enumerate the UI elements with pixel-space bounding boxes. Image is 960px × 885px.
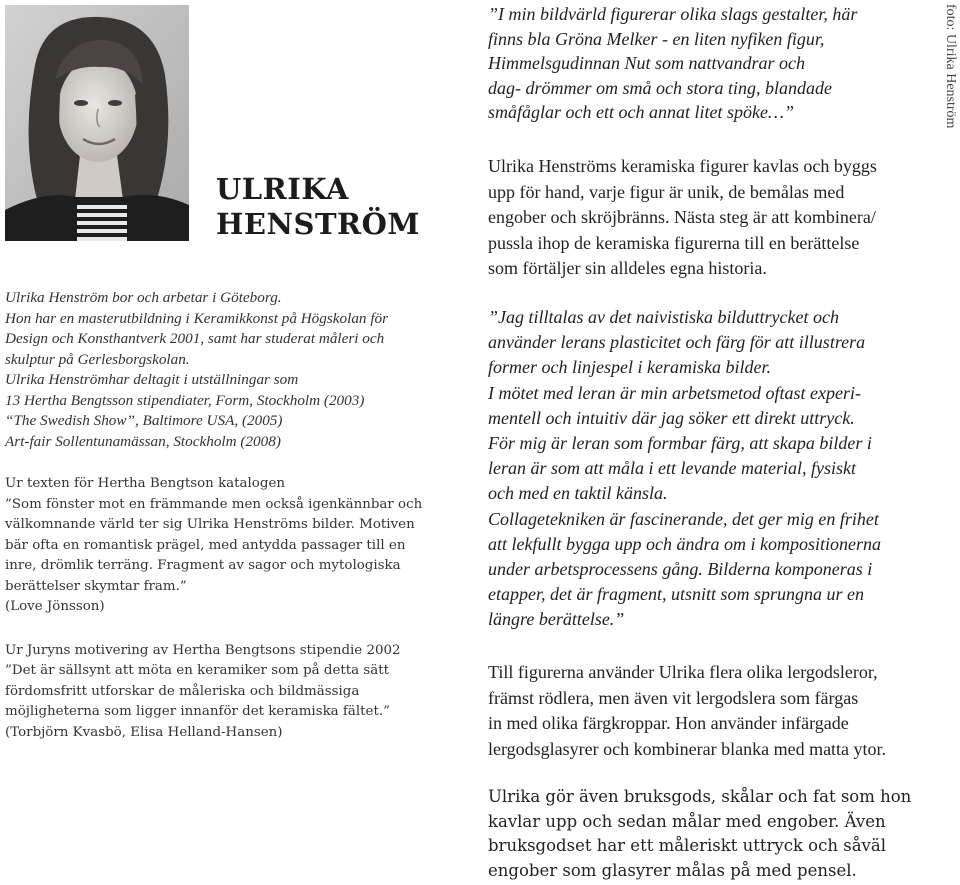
intro-quote [488, 2, 928, 125]
materials-line: in med olika färgkroppar. Hon använder infärgade [488, 713, 849, 733]
artist-last-name: HENSTRÖM [216, 207, 420, 241]
artist-first-name: ULRIKA [216, 172, 349, 206]
portrait-photo-icon [5, 5, 189, 241]
bio-line: 13 Hertha Bengtsson stipendiater, Form, Stockholm (2003) [5, 391, 365, 409]
catalogue-quote-line: inre, drömlik terräng. Fragment av sagor och mytologiska [5, 558, 401, 573]
process-paragraph [488, 154, 928, 282]
intro-quote-line: ”I min bildvärld figurerar olika slags gestalter, här [488, 4, 858, 24]
bio-line: Design och Konsthantverk 2001, samt har studerat måleri och [5, 330, 385, 347]
artist-name-heading [216, 172, 420, 242]
intro-quote-line: finns bla Gröna Melker - en liten nyfiken figur, [488, 28, 825, 49]
statement-line: etapper, det är fragment, utsnitt som sprungna ur en [488, 584, 864, 605]
photo-credit: foto: Ulrika Henström [943, 4, 958, 129]
intro-quote-line: Himmelsgudinnan Nut som nattvandrar och [488, 53, 805, 73]
statement-line: mentell och intuitiv där jag söker ett direkt uttryck. [488, 407, 855, 428]
materials-line: främst rödlera, men även vit lergodslera som färgas [488, 687, 859, 708]
jury-quote-line: fördomsfritt utforskar de måleriska och bildmässiga [5, 683, 360, 699]
tableware-paragraph [488, 785, 928, 883]
statement-line: leran är som att måla i ett levande material, fysiskt [488, 458, 856, 479]
bio-line: Ulrika Henström bor och arbetar i Göteborg. [5, 289, 282, 306]
jury-quote-line: Ur Juryns motivering av Hertha Bengtsons stipendie 2002 [5, 642, 401, 658]
tableware-line: engober som glasyrer målas på med pensel. [488, 860, 857, 880]
artist-portrait [5, 5, 189, 241]
statement-line: ”Jag tilltalas av det naivistiska bilduttrycket och [488, 307, 839, 327]
catalogue-quote-line: berättelser skymtar fram.” [5, 578, 187, 594]
jury-quote-line: (Torbjörn Kvasbö, Elisa Helland-Hansen) [5, 724, 283, 740]
process-line: upp för hand, varje figur är unik, de bemålas med [488, 181, 845, 202]
statement-line: att lekfullt bygga upp och ändra om i kompositionerna [488, 533, 881, 554]
left-column [5, 288, 445, 743]
materials-line: Till figurerna använder Ulrika flera olika lergodsleror, [488, 662, 878, 682]
statement-line: längre berättelse.” [488, 609, 625, 630]
materials-paragraph [488, 660, 928, 762]
bio-line: Art-fair Sollentunamässan, Stockholm (2008) [5, 432, 281, 450]
jury-quote [5, 641, 445, 744]
bio-line: skulptur på Gerlesborgskolan. [5, 350, 190, 368]
artist-statement [488, 305, 928, 633]
statement-line: I mötet med leran är min arbetsmetod oftast experi- [488, 382, 861, 403]
jury-quote-line: ”Det är sällsynt att möta en keramiker som på detta sätt [5, 663, 390, 678]
process-line: pussla ihop de keramiska figurerna till en berättelse [488, 232, 860, 253]
statement-line: Collagetekniken är fascinerande, det ger mig en frihet [488, 508, 879, 529]
tableware-line: kavlar upp och sedan målar med engober. Även [488, 811, 886, 831]
catalogue-quote-line: ”Som fönster mot en främmande men också igenkännbar och [5, 496, 423, 512]
jury-quote-line: möjligheterna som ligger innanför det keramiska fältet.” [5, 704, 390, 719]
statement-line: och med en taktil känsla. [488, 483, 668, 504]
catalogue-quote-line: bär ofta en romantisk prägel, med antydda passager till en [5, 537, 406, 553]
statement-line: För mig är leran som formbar färg, att skapa bilder i [488, 433, 872, 454]
bio-line: Hon har en masterutbildning i Keramikkonst på Högskolan för [5, 309, 389, 327]
statement-line: former och linjespel i keramiska bilder. [488, 357, 771, 378]
bio-line: “The Swedish Show”, Baltimore USA, (2005) [5, 412, 283, 429]
process-line: engober och skröjbränns. Nästa steg är att kombinera/ [488, 207, 876, 227]
bio-line: Ulrika Henströmhar deltagit i utställningar som [5, 371, 299, 388]
catalogue-quote-line: välkomnande värld ter sig Ulrika Henströms bilder. Motiven [5, 517, 415, 532]
catalogue-quote-line: Ur texten för Hertha Bengtson katalogen [5, 476, 285, 491]
tableware-line: bruksgodset har ett måleriskt uttryck och såväl [488, 836, 886, 855]
intro-quote-line: småfåglar och ett och annat litet spöke…” [488, 102, 794, 122]
statement-line: under arbetsprocessens gång. Bilderna komponeras i [488, 559, 873, 580]
tableware-line: Ulrika gör även bruksgods, skålar och fat som hon [488, 787, 912, 806]
process-line: som förtäljer sin alldeles egna historia. [488, 258, 767, 278]
materials-line: lergodsglasyrer och kombinerar blanka med matta ytor. [488, 738, 887, 759]
artist-bio [5, 288, 445, 452]
catalogue-quote [5, 474, 445, 618]
catalogue-quote-line: (Love Jönsson) [5, 599, 105, 614]
process-line: Ulrika Henströms keramiska figurer kavlas och byggs [488, 156, 877, 176]
intro-quote-line: dag- drömmer om små och stora ting, blandade [488, 77, 832, 98]
statement-line: använder lerans plasticitet och färg för att illustrera [488, 332, 866, 353]
